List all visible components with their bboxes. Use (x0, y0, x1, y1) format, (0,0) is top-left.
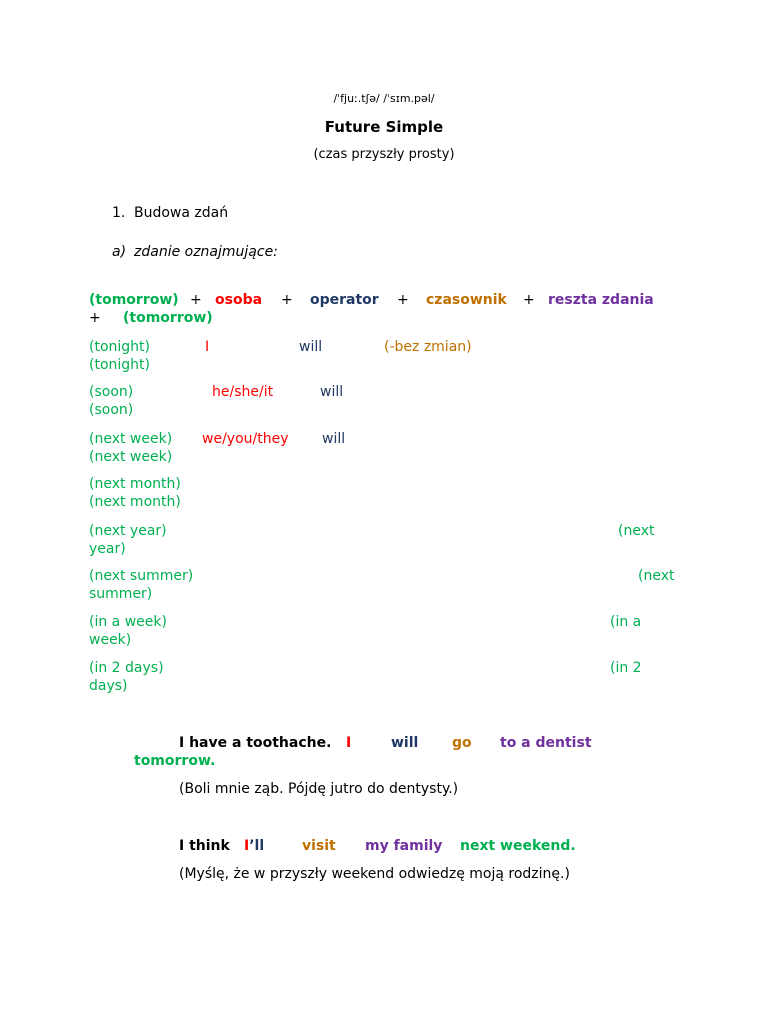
example2-translation: (Myślę, że w przyszły weekend odwiedzę moją rodzinę.) (179, 866, 570, 882)
example1-person: I (346, 735, 352, 751)
formula-operator: operator (310, 292, 379, 308)
row-person: I (205, 339, 210, 355)
row-time-end-part-b: days) (89, 678, 128, 694)
row-person: he/she/it (212, 384, 274, 400)
example1-verb: go (452, 735, 472, 751)
row-time: (next month) (89, 476, 181, 492)
row-time-end-part-b: week) (89, 632, 132, 648)
row-time-end: (next month) (89, 494, 181, 510)
row-operator: will (322, 431, 346, 447)
section-number: 1. (112, 205, 126, 221)
subsection-heading: zdanie oznajmujące: (134, 244, 278, 260)
example2-person: I (244, 838, 250, 854)
example1-time: tomorrow. (134, 753, 216, 769)
row-time: (next summer) (89, 568, 194, 584)
formula-time: (tomorrow) (89, 292, 179, 308)
example1-translation: (Boli mnie ząb. Pójdę jutro do dentysty.) (179, 781, 459, 797)
example1-intro: I have a toothache. (179, 735, 332, 751)
row-time: (tonight) (89, 339, 150, 355)
page-title: Future Simple (324, 118, 444, 136)
section-heading: Budowa zdań (134, 205, 229, 221)
phonetic-transcription: /ˈfjuː.tʃə/ /ˈsɪm.pəl/ (333, 92, 435, 105)
formula-plus-5: + (89, 310, 101, 326)
example2-rest: my family (365, 838, 443, 854)
row-time: (next week) (89, 431, 173, 447)
row-time-end: (next week) (89, 449, 173, 465)
row-time-end-part-b: summer) (89, 586, 153, 602)
example2-intro: I think (179, 838, 230, 854)
formula-person: osoba (215, 292, 263, 308)
example2-time: next weekend. (460, 838, 576, 854)
subsection-letter: a) (112, 244, 127, 260)
formula-rest: reszta zdania (548, 292, 654, 308)
row-time-end: (soon) (89, 402, 134, 418)
row-time-end: (tonight) (89, 357, 150, 373)
row-time-end-part-b: year) (89, 541, 126, 557)
formula-time-end: (tomorrow) (123, 310, 213, 326)
example2-verb: visit (302, 838, 336, 854)
formula-plus-1: + (190, 292, 202, 308)
formula-verb: czasownik (426, 292, 507, 308)
row-person: we/you/they (202, 431, 289, 447)
page-subtitle: (czas przyszły prosty) (313, 147, 455, 162)
row-time: (in a week) (89, 614, 167, 630)
example1-rest: to a dentist (500, 735, 592, 751)
row-time: (soon) (89, 384, 134, 400)
formula-plus-4: + (523, 292, 535, 308)
example1-operator: will (391, 735, 419, 751)
row-time: (in 2 days) (89, 660, 164, 676)
example2-person-contraction (244, 838, 264, 854)
formula-plus-3: + (397, 292, 409, 308)
row-operator: will (299, 339, 323, 355)
row-time-end-part-a: (in 2 (610, 660, 642, 676)
example2-contraction: ’ll (249, 838, 265, 854)
row-time: (next year) (89, 523, 167, 539)
row-operator: will (320, 384, 344, 400)
row-time-end-part-a: (in a (610, 614, 642, 630)
row-verb: (-bez zmian) (384, 339, 472, 355)
formula-plus-2: + (281, 292, 293, 308)
row-time-end-part-a: (next (638, 568, 675, 584)
row-time-end-part-a: (next (618, 523, 655, 539)
